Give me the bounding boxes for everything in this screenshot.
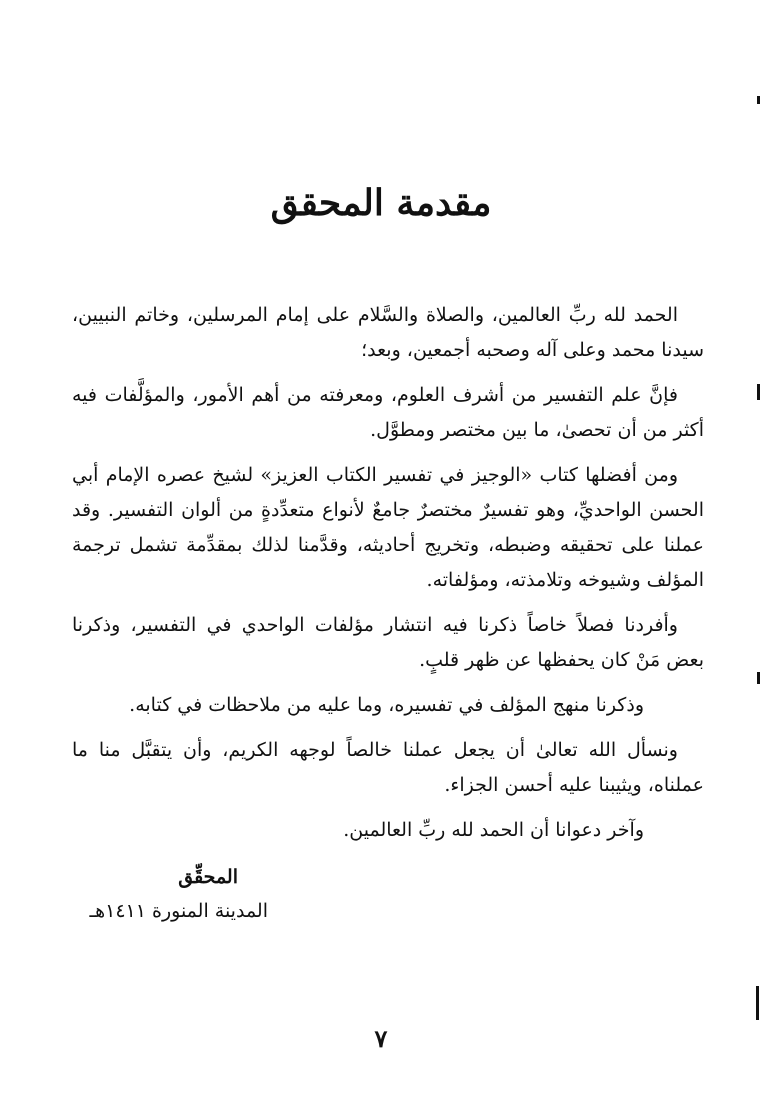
scan-edge-mark <box>757 672 760 684</box>
signature: المحقِّق <box>178 866 238 888</box>
paragraph-special-chapter: وأفردنا فصلاً خاصاً ذكرنا فيه انتشار مؤلفات الواحدي في التفسير، وذكرنا بعض مَنْ كان يحفظها عن ظهر قلبٍ. <box>72 614 704 671</box>
page-number: ٧ <box>374 1024 388 1053</box>
introduction-body <box>72 298 704 858</box>
scan-edge-mark <box>756 986 759 1020</box>
paragraph-opening: الحمد لله ربِّ العالمين، والصلاة والسَّلام على إمام المرسلين، وخاتم النبيين، سيدنا محمد وعلى آله وصحبه أجمعين، وبعد؛ <box>72 304 704 361</box>
place-date: المدينة المنورة ١٤١١هـ <box>89 900 268 922</box>
paragraph-tafsir-importance: فإنَّ علم التفسير من أشرف العلوم، ومعرفته من أهم الأمور، والمؤلَّفات فيه أكثر من أن تحصىٰ، ما بين مختصر ومطوَّل. <box>72 384 704 441</box>
paragraph-supplication: ونسأل الله تعالىٰ أن يجعل عملنا خالصاً لوجهه الكريم، وأن يتقبَّل منا ما عملناه، ويثيبنا عليه أحسن الجزاء. <box>72 739 704 796</box>
page-title: مقدمة المحقق <box>270 182 492 224</box>
paragraph-book-description: ومن أفضلها كتاب «الوجيز في تفسير الكتاب العزيز» لشيخ عصره الإمام أبي الحسن الواحديِّ، وهو تفسيرٌ مختصرٌ جامعٌ لأنواع متعدِّدةٍ من ألوان التفسير. وقد عملنا على تحقيقه وضبطه، وتخريج أحاديثه، وقدَّمنا لذلك بمقدِّمة تشمل ترجمة المؤلف وشيوخه وتلامذته، ومؤلفاته. <box>72 464 704 591</box>
paragraph-methodology: وذكرنا منهج المؤلف في تفسيره، وما عليه من ملاحظات في كتابه. <box>129 694 644 716</box>
scan-edge-mark <box>757 96 760 104</box>
paragraph-closing: وآخر دعوانا أن الحمد لله ربِّ العالمين. <box>343 819 644 841</box>
scan-edge-mark <box>757 384 760 400</box>
